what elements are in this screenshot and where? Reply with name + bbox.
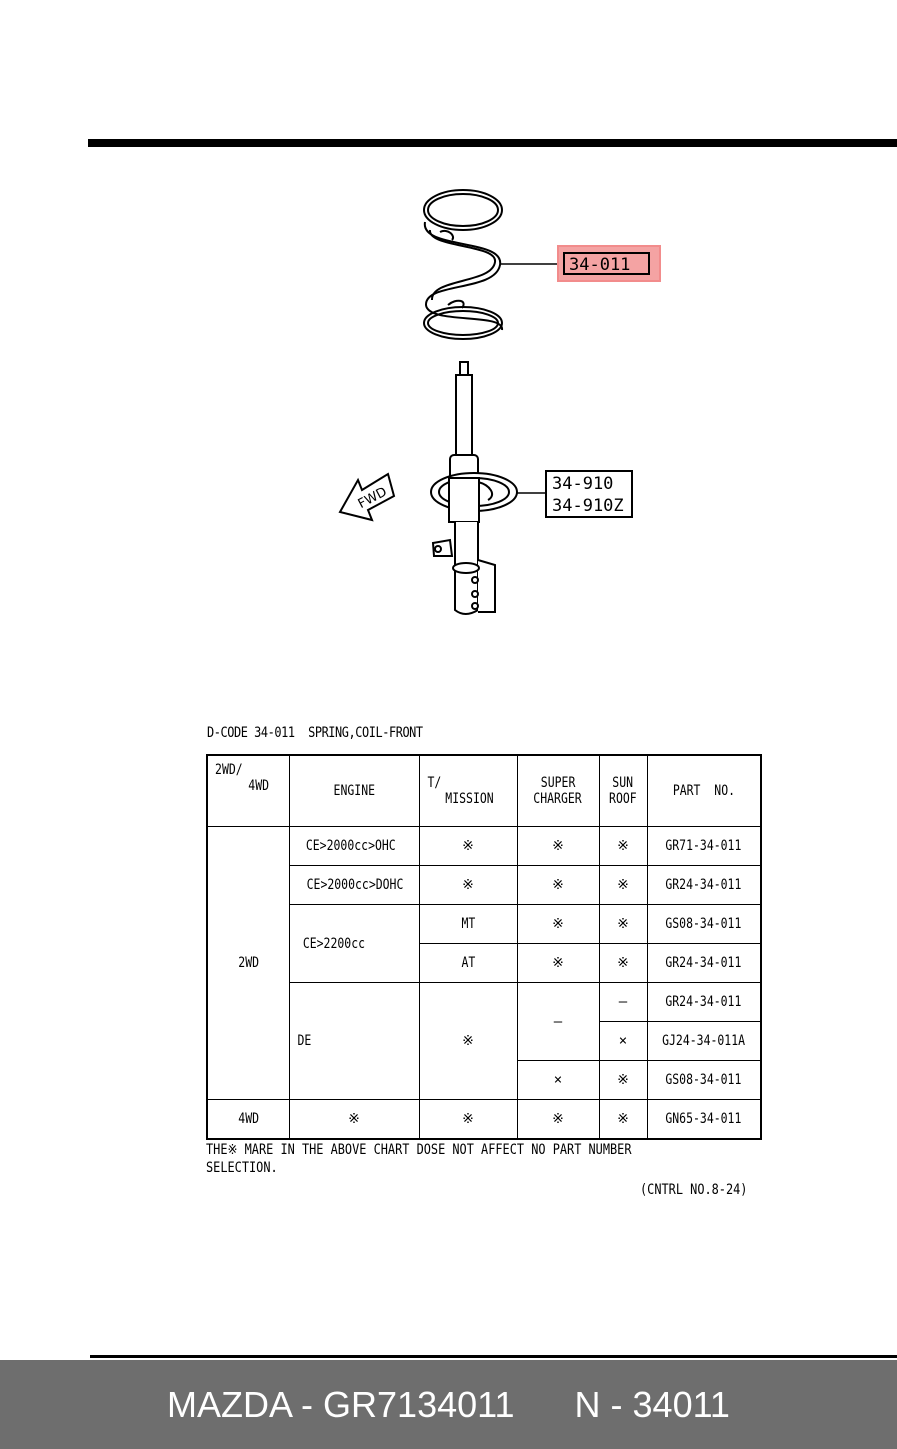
cell-supercharger: ※ xyxy=(517,866,599,905)
cell-drive-2wd: 2WD xyxy=(207,827,289,1100)
cell-supercharger: ※ xyxy=(517,827,599,866)
header-supercharger: SUPER CHARGER xyxy=(517,755,599,827)
table-row xyxy=(207,1100,761,1140)
cell-part-no[interactable]: GR24-34-011 xyxy=(647,944,761,983)
cell-mission: ※ xyxy=(419,866,517,905)
cell-supercharger: × xyxy=(517,1061,599,1100)
header-engine: ENGINE xyxy=(289,755,419,827)
fwd-arrow xyxy=(340,474,394,520)
cell-sunroof: ※ xyxy=(599,866,647,905)
cell-engine: CE>2000cc>DOHC xyxy=(289,866,419,905)
strut-body xyxy=(431,362,517,614)
cell-part-no[interactable]: GJ24-34-011A xyxy=(647,1022,761,1061)
header-sunroof: SUN ROOF xyxy=(599,755,647,827)
cell-part-no[interactable]: GN65-34-011 xyxy=(647,1100,761,1140)
coil-spring xyxy=(424,190,502,339)
cell-supercharger: — xyxy=(517,983,599,1061)
cell-part-no[interactable]: GR24-34-011 xyxy=(647,866,761,905)
table-row xyxy=(207,866,761,905)
table-row xyxy=(207,905,761,944)
cell-part-no[interactable]: GR24-34-011 xyxy=(647,983,761,1022)
cell-mission: MT xyxy=(419,905,517,944)
cell-sunroof: ※ xyxy=(599,1061,647,1100)
selection-note: THE※ MARE IN THE ABOVE CHART DOSE NOT AFFECT NO PART NUMBER SELECTION. xyxy=(206,1142,632,1176)
cell-engine: DE xyxy=(289,983,419,1100)
cell-engine: ※ xyxy=(289,1100,419,1140)
cell-sunroof: ※ xyxy=(599,905,647,944)
header-mission: T/ MISSION xyxy=(419,755,517,827)
table-row xyxy=(207,983,761,1022)
cell-supercharger: ※ xyxy=(517,944,599,983)
bottom-rule xyxy=(90,1355,897,1358)
cell-sunroof: × xyxy=(599,1022,647,1061)
cell-sunroof: ※ xyxy=(599,827,647,866)
header-drive: 2WD/ 4WD xyxy=(207,755,289,827)
table-header-row xyxy=(207,755,761,827)
cell-supercharger: ※ xyxy=(517,1100,599,1140)
cell-sunroof: ※ xyxy=(599,1100,647,1140)
cell-part-no[interactable]: GS08-34-011 xyxy=(647,1061,761,1100)
cell-mission: ※ xyxy=(419,983,517,1100)
header-part-no: PART NO. xyxy=(647,755,761,827)
parts-table xyxy=(206,754,762,1140)
footer-bar xyxy=(0,1360,897,1449)
cell-mission: ※ xyxy=(419,827,517,866)
cell-part-no[interactable]: GS08-34-011 xyxy=(647,905,761,944)
cell-drive-4wd: 4WD xyxy=(207,1100,289,1140)
cell-engine: CE>2200cc xyxy=(289,905,419,983)
cell-mission: AT xyxy=(419,944,517,983)
spring-callout-label: 34-011 xyxy=(569,255,631,275)
fwd-label: FWD xyxy=(355,484,390,513)
cell-sunroof: ※ xyxy=(599,944,647,983)
dcode-title: D-CODE 34-011 SPRING,COIL-FRONT xyxy=(207,725,423,741)
cell-mission: ※ xyxy=(419,1100,517,1140)
seat-callout-label-2: 34-910Z xyxy=(552,496,624,516)
seat-callout-label-1: 34-910 xyxy=(552,474,614,494)
cell-supercharger: ※ xyxy=(517,905,599,944)
strut-diagram xyxy=(0,0,897,700)
cell-part-no[interactable]: GR71-34-011 xyxy=(647,827,761,866)
footer-code: N - 34011 xyxy=(574,1383,730,1425)
cell-sunroof: — xyxy=(599,983,647,1022)
cell-engine: CE>2000cc>OHC xyxy=(289,827,419,866)
footer-part-number: MAZDA - GR7134011 xyxy=(167,1383,515,1425)
control-number: (CNTRL NO.8-24) xyxy=(640,1182,748,1198)
table-row xyxy=(207,827,761,866)
